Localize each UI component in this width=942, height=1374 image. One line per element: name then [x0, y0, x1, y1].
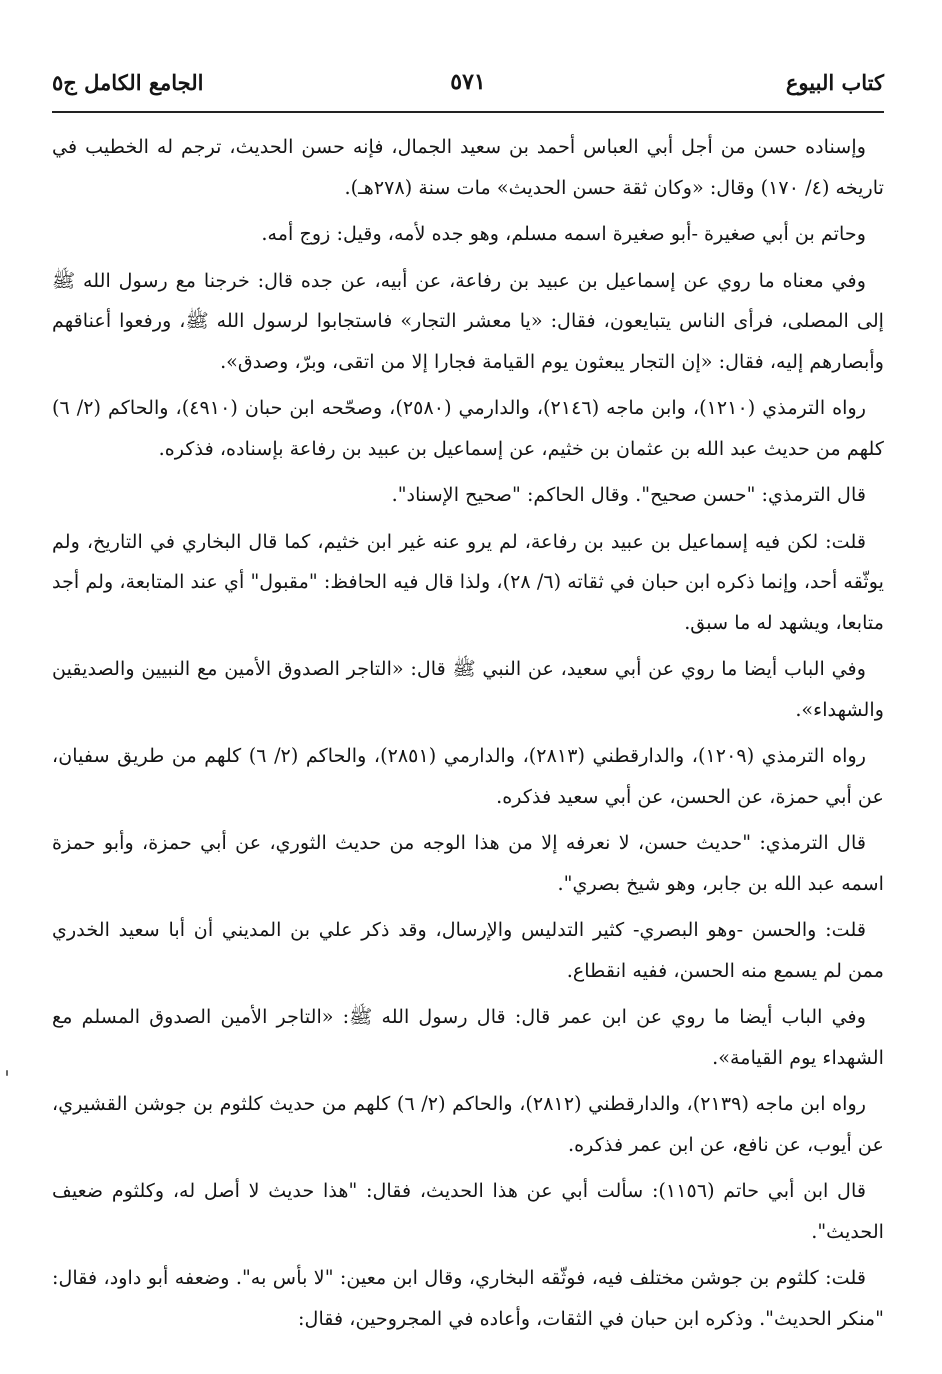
- paragraph: قلت: لكن فيه إسماعيل بن عبيد بن رفاعة، لم يرو عنه غير ابن خثيم، كما قال البخاري في التاريخ، ولم يوثّقه أحد، وإنما ذكره ابن حبان في ثقاته (٦/ ٢٨)، ولذا قال فيه الحافظ: "مقبول" أي عند المتابعة، ولم أجد متابعا، ويشهد له ما سبق.: [52, 529, 884, 634]
- header-divider: [52, 111, 884, 113]
- page-header: [52, 62, 884, 102]
- paragraph: قال الترمذي: "حسن صحيح". وقال الحاكم: "صحيح الإسناد".: [391, 483, 866, 506]
- paragraph: وفي معناه ما روي عن إسماعيل بن عبيد بن رفاعة، عن أبيه، عن جده قال: خرجنا مع رسول الله ﷺ إلى المصلى، فرأى الناس يتبايعون، فقال: «يا معشر التجار» فاستجابوا لرسول الله ﷺ، ورفعوا أعناقهم وأبصارهم إليه، فقال: «إن التجار يبعثون يوم القيامة فجارا إلا من اتقى، وبرّ، وصدق».: [52, 268, 884, 373]
- scan-mark: [6, 1070, 8, 1076]
- page-number: ٥٧١: [450, 69, 486, 95]
- paragraph: وفي الباب أيضا ما روي عن ابن عمر قال: قال رسول الله ﷺ: «التاجر الأمين الصدوق المسلم مع الشهداء يوم القيامة».: [52, 1005, 884, 1069]
- paragraph: رواه الترمذي (١٢١٠)، وابن ماجه (٢١٤٦)، والدارمي (٢٥٨٠)، وصحّحه ابن حبان (٤٩١٠)، والحاكم (٢/ ٦) كلهم من حديث عبد الله بن عثمان بن خثيم، عن إسماعيل بن عبيد بن رفاعة بإسناده، فذكره.: [52, 396, 884, 460]
- body-text: [52, 127, 884, 1345]
- paragraph: قلت: والحسن -وهو البصري- كثير التدليس والإرسال، وقد ذكر علي بن المديني أن أبا سعيد الخدري ممن لم يسمع منه الحسن، ففيه انقطاع.: [52, 918, 884, 982]
- chapter-title: كتاب البيوع: [785, 69, 884, 95]
- book-title: الجامع الكامل ج٥: [52, 69, 204, 95]
- paragraph: وحاتم بن أبي صغيرة -أبو صغيرة اسمه مسلم، وهو جده لأمه، وقيل: زوج أمه.: [261, 222, 866, 245]
- paragraph: قلت: كلثوم بن جوشن مختلف فيه، فوثّقه البخاري، وقال ابن معين: "لا بأس به". وضعفه أبو داود، فقال: "منكر الحديث". وذكره ابن حبان في الثقات، وأعاده في المجروحين، فقال:: [52, 1266, 884, 1330]
- paragraph: وإسناده حسن من أجل أبي العباس أحمد بن سعيد الجمال، فإنه حسن الحديث، ترجم له الخطيب في تاريخه (٤/ ١٧٠) وقال: «وكان ثقة حسن الحديث» مات سنة (٢٧٨هـ).: [52, 135, 884, 199]
- paragraph: وفي الباب أيضا ما روي عن أبي سعيد، عن النبي ﷺ قال: «التاجر الصدوق الأمين مع النبيين والصديقين والشهداء».: [52, 657, 884, 721]
- paragraph: قال الترمذي: "حديث حسن، لا نعرفه إلا من هذا الوجه من حديث الثوري، عن أبي حمزة، وأبو حمزة اسمه عبد الله بن جابر، وهو شيخ بصري".: [52, 831, 884, 895]
- paragraph: قال ابن أبي حاتم (١١٥٦): سألت أبي عن هذا الحديث، فقال: "هذا حديث لا أصل له، وكلثوم ضعيف الحديث".: [52, 1179, 884, 1243]
- paragraph: رواه الترمذي (١٢٠٩)، والدارقطني (٢٨١٣)، والدارمي (٢٨٥١)، والحاكم (٢/ ٦) كلهم من طريق سفيان، عن أبي حمزة، عن الحسن، عن أبي سعيد فذكره.: [52, 744, 884, 808]
- paragraph: رواه ابن ماجه (٢١٣٩)، والدارقطني (٢٨١٢)، والحاكم (٢/ ٦) كلهم من حديث كلثوم بن جوشن القشيري، عن أيوب، عن نافع، عن ابن عمر فذكره.: [52, 1092, 884, 1156]
